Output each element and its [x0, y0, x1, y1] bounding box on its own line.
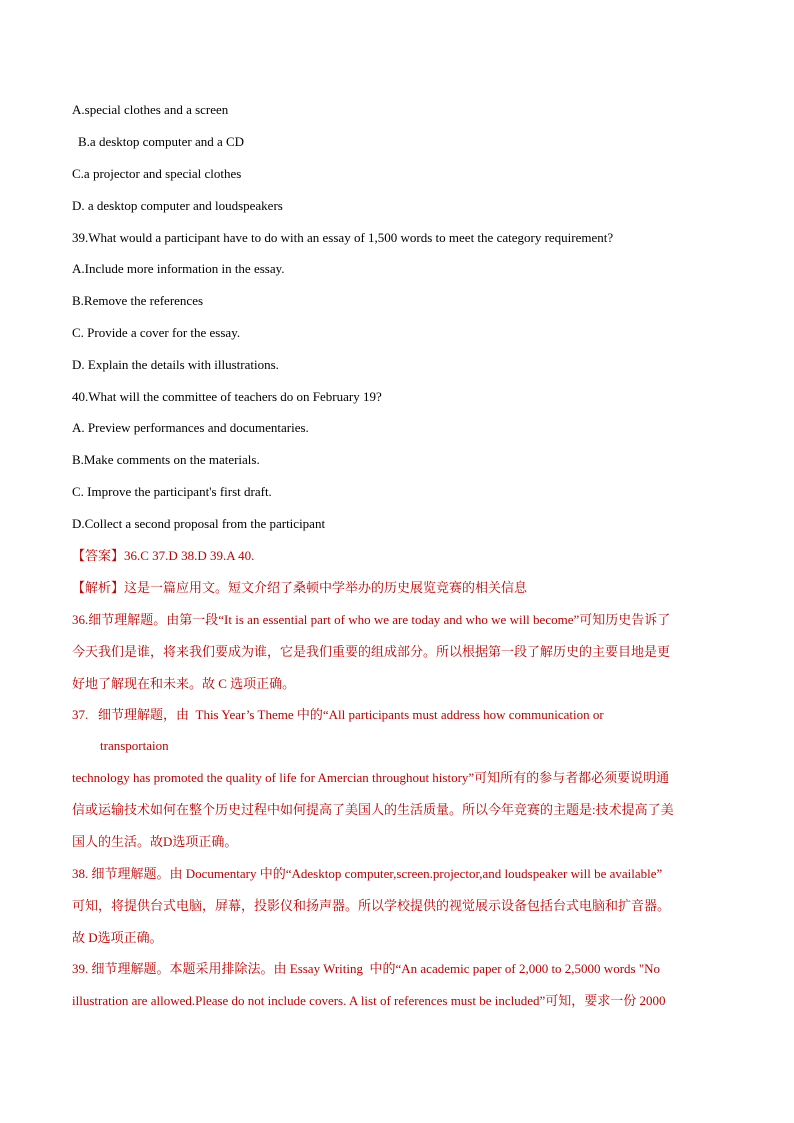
q40-option-a: A. Preview performances and documentaries. — [72, 420, 309, 435]
q39-option-a: A.Include more information in the essay. — [72, 261, 285, 276]
explanation-36-line-1: 36.细节理解题。由第一段“It is an essential part of who we are today and who we will become”可知历史告诉了 — [72, 612, 671, 627]
q40-option-d: D.Collect a second proposal from the participant — [72, 516, 326, 531]
explanation-36-line-3: 好地了解现在和未来。故 C 选项正确。 — [72, 676, 296, 691]
explanation-37-line-4: 信或运输技术如何在整个历史过程中如何提高了美国人的生活质量。所以今年竞赛的主题是:技术提高了美 — [72, 802, 674, 817]
answer-line — [72, 547, 254, 565]
q38-option-b: B.a desktop computer and a CD — [78, 134, 245, 149]
q39-option-d: D. Explain the details with illustrations. — [72, 357, 279, 372]
explanation-38-line-3: 故 D选项正确。 — [72, 930, 163, 945]
q40-option-b: B.Make comments on the materials. — [72, 452, 260, 467]
explanation-37-line-1: 37. 细节理解题，由 This Year’s Theme 中的“All participants must address how communication or — [72, 707, 604, 722]
answer-label: 【答案】 — [72, 548, 125, 563]
q38-option-c: C.a projector and special clothes — [72, 166, 242, 181]
analysis-label: 【解析】 — [72, 580, 125, 595]
explanation-37-line-3: technology has promoted the quality of life for Amercian throughout history”可知所有的参与者都必须要说明通 — [72, 770, 670, 785]
q40-question: 40.What will the committee of teachers do on February 19? — [72, 389, 382, 404]
q38-option-a: A.special clothes and a screen — [72, 102, 229, 117]
explanation-37-line-2: transportaion — [100, 738, 169, 753]
explanation-38-line-1: 38. 细节理解题。由 Documentary 中的“Adesktop computer,screen.projector,and loudspeaker will be available” — [72, 866, 663, 881]
q39-option-c: C. Provide a cover for the essay. — [72, 325, 241, 340]
explanation-36-line-2: 今天我们是谁，将来我们要成为谁，它是我们重要的组成部分。所以根据第一段了解历史的主要目地是更 — [72, 644, 671, 659]
q39-question: 39.What would a participant have to do with an essay of 1,500 words to meet the category requirement? — [72, 230, 614, 245]
q39-option-b: B.Remove the references — [72, 293, 204, 308]
answer-text: 36.C 37.D 38.D 39.A 40. — [124, 548, 255, 563]
q38-option-d: D. a desktop computer and loudspeakers — [72, 198, 283, 213]
explanation-39-line-1: 39. 细节理解题。本题采用排除法。由 Essay Writing 中的“An academic paper of 2,000 to 2,5000 words "No — [72, 961, 661, 976]
explanation-37-line-5: 国人的生活。故D选项正确。 — [72, 834, 238, 849]
explanation-38-line-2: 可知，将提供台式电脑，屏幕，投影仪和扬声器。所以学校提供的视觉展示设备包括台式电脑和扩音器。 — [72, 898, 671, 913]
analysis-line — [72, 579, 527, 597]
q40-option-c: C. Improve the participant's first draft. — [72, 484, 272, 499]
explanation-39-line-2: illustration are allowed.Please do not include covers. A list of references must be included”可知，要求一份 2000 — [72, 993, 666, 1008]
analysis-text: 这是一篇应用文。短文介绍了桑顿中学举办的历史展览竞赛的相关信息 — [124, 580, 528, 595]
